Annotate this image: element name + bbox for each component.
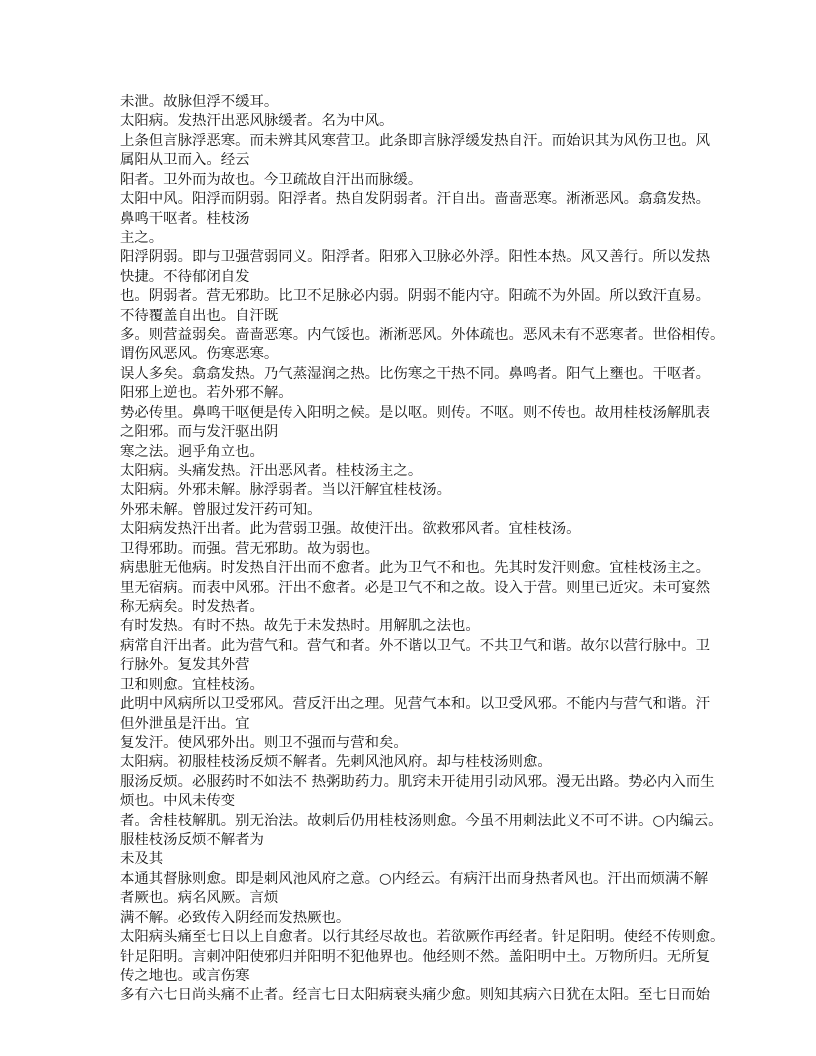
- text-line: 太阳病发热汗出者。此为营弱卫强。故使汗出。欲救邪风者。宜桂枝汤。: [120, 521, 581, 538]
- text-line: 之阳邪。而与发汗驱出阴: [120, 424, 279, 441]
- text-line: 传之地也。或言伤寒: [120, 967, 250, 984]
- text-line: 里无宿病。而表中风邪。汗出不愈者。必是卫气不和之故。设入于营。则里已近灾。未可宴然: [120, 579, 711, 596]
- text-line: 谓伤风恶风。伤寒恶寒。: [120, 346, 279, 363]
- text-line: 者。舍桂枝解肌。别无治法。故刺后仍用桂枝汤则愈。今虽不用刺法此义不可不讲。○内编云。: [120, 812, 723, 829]
- text-line: 烦也。中风未传变: [120, 793, 236, 810]
- text-line: 鼻鸣干呕者。桂枝汤: [120, 210, 250, 227]
- text-line: 未泄。故脉但浮不缓耳。: [120, 94, 279, 110]
- text-line: 多。则营益弱矣。啬啬恶寒。内气馁也。淅淅恶风。外体疏也。恶风未有不恶寒者。世俗相传。: [120, 327, 725, 344]
- text-line: 本通其督脉则愈。即是刺风池风府之意。○内经云。有病汗出而身热者风也。汗出而烦满不解: [120, 870, 709, 887]
- text-line: 有时发热。有时不热。故先于未发热时。用解肌之法也。: [120, 618, 480, 635]
- text-line: 卫得邪助。而强。营无邪助。故为弱也。: [120, 540, 380, 557]
- text-line: 太阳病。头痛发热。汗出恶风者。桂枝汤主之。: [120, 463, 423, 480]
- text-line: 称无病矣。时发热者。: [120, 598, 264, 615]
- text-line: 满不解。必致传入阴经而发热厥也。: [120, 909, 351, 926]
- text-line: 误人多矣。翕翕发热。乃气蒸湿润之热。比伤寒之干热不同。鼻鸣者。阳气上壅也。干呕者。: [120, 365, 711, 382]
- text-line: 太阳中风。阳浮而阴弱。阳浮者。热自发阴弱者。汗自出。啬啬恶寒。淅淅恶风。翕翕发热。: [120, 191, 711, 208]
- text-line: 病常自汗出者。此为营气和。营气和者。外不谐以卫气。不共卫气和谐。故尔以营行脉中。卫: [120, 637, 711, 654]
- text-line: 也。阴弱者。营无邪助。比卫不足脉必内弱。阴弱不能内守。阳疏不为外固。所以致汗直易。: [120, 288, 711, 305]
- text-line: 上条但言脉浮恶寒。而未辨其风寒营卫。此条即言脉浮缓发热自汗。而始识其为风伤卫也。风: [120, 132, 711, 149]
- text-line: 属阳从卫而入。经云: [120, 152, 250, 169]
- text-line: 但外泄虽是汗出。宜: [120, 715, 250, 732]
- text-line: 行脉外。复发其外营: [120, 657, 250, 674]
- text-line: 服桂枝汤反烦不解者为: [120, 832, 264, 849]
- document-page: [120, 93, 740, 1006]
- text-line: 复发汗。使风邪外出。则卫不强而与营和矣。: [120, 734, 408, 751]
- text-line: 太阳病。初服桂枝汤反烦不解者。先刺风池风府。却与桂枝汤则愈。: [120, 754, 552, 771]
- text-line: 者厥也。病名风厥。言烦: [120, 890, 279, 907]
- text-line: 寒之法。迥乎角立也。: [120, 443, 264, 460]
- text-line: 服汤反烦。必服药时不如法不 热粥助药力。肌窍未开徒用引动风邪。漫无出路。势必内入而生: [120, 773, 715, 790]
- text-line: 快捷。不待郁闭自发: [120, 268, 250, 285]
- text-line: 阳者。卫外而为故也。今卫疏故自汗出而脉缓。: [120, 171, 423, 188]
- text-line: 阳浮阴弱。即与卫强营弱同义。阳浮者。阳邪入卫脉必外浮。阳性本热。风又善行。所以发热: [120, 249, 711, 266]
- text-line: 势必传里。鼻鸣干呕便是传入阳明之候。是以呕。则传。不呕。则不传也。故用桂枝汤解肌表: [120, 404, 711, 421]
- text-line: 多有六七日尚头痛不止者。经言七日太阳病衰头痛少愈。则知其病六日犹在太阳。至七日而始: [120, 987, 711, 1004]
- text-line: 此明中风病所以卫受邪风。营反汗出之理。见营气本和。以卫受风邪。不能内与营气和谐。汗: [120, 696, 711, 713]
- text-line: 未及其: [120, 851, 164, 868]
- text-line: 太阳病头痛至七日以上自愈者。以行其经尽故也。若欲厥作再经者。针足阳明。使经不传则愈。: [120, 929, 725, 946]
- text-line: 太阳病。发热汗出恶风脉缓者。名为中风。: [120, 113, 394, 130]
- text-line: 卫和则愈。宜桂枝汤。: [120, 676, 264, 693]
- text-line: 针足阳明。言刺冲阳使邪归并阳明不犯他界也。他经则不然。盖阳明中土。万物所归。无所复: [120, 948, 711, 965]
- text-line: 病患脏无他病。时发热自汗出而不愈者。此为卫气不和也。先其时发汗则愈。宜桂枝汤主之。: [120, 560, 711, 577]
- text-line: 不待覆盖自出也。自汗既: [120, 307, 279, 324]
- text-line: 主之。: [120, 229, 164, 246]
- text-line: 阳邪上逆也。若外邪不解。: [120, 385, 293, 402]
- text-line: 外邪未解。曾服过发汗药可知。: [120, 501, 322, 518]
- text-line: 太阳病。外邪未解。脉浮弱者。当以汗解宜桂枝汤。: [120, 482, 451, 499]
